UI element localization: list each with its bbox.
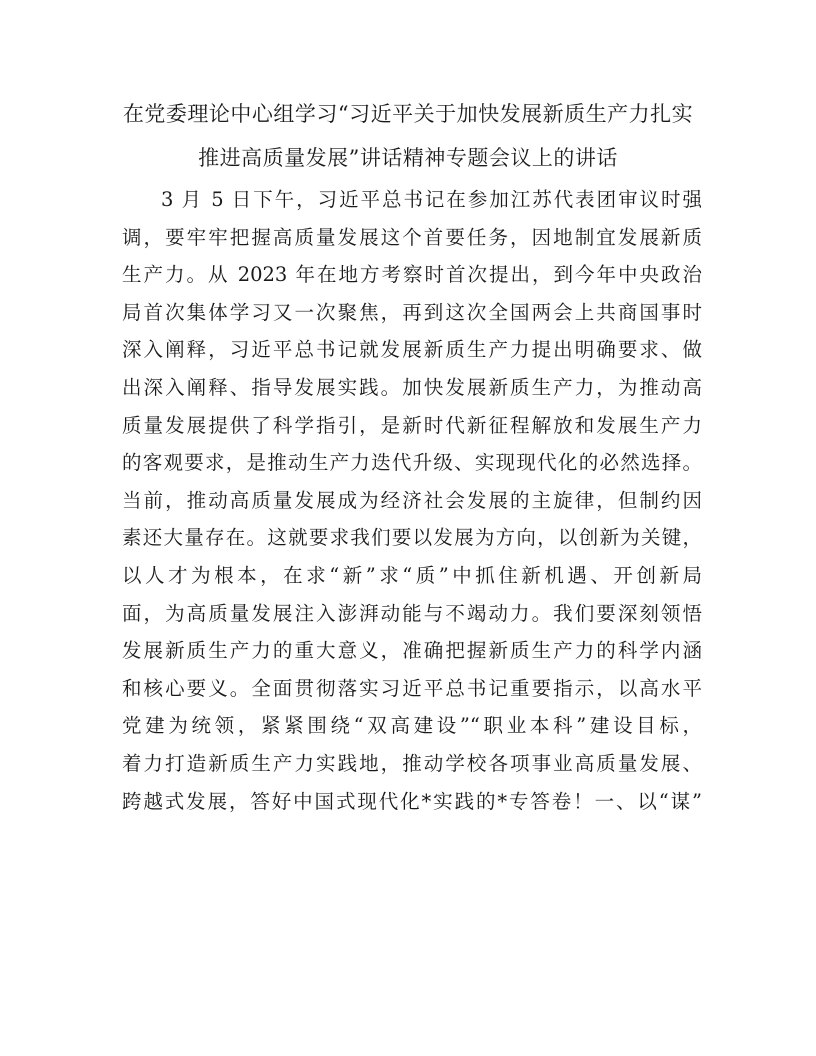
body-line: 3 月 5 日下午，习近平总书记在参加江苏代表团审议时强 xyxy=(161,188,702,211)
body-line: 质量发展提供了科学指引，是新时代新征程解放和发展生产力 xyxy=(122,413,702,437)
title-line-2: 推进高质量发展”讲话精神专题会议上的讲话 xyxy=(198,146,618,170)
document-title xyxy=(100,92,716,180)
body-line: 深入阐释，习近平总书记就发展新质生产力提出明确要求、做 xyxy=(122,338,702,362)
body-line: 的客观要求，是推动生产力迭代升级、实现现代化的必然选择。 xyxy=(122,451,702,475)
body-line: 以人才为根本，在求“新”求“质”中抓住新机遇、开创新局 xyxy=(122,563,702,587)
body-line: 生产力。从 2023 年在地方考察时首次提出，到今年中央政治 xyxy=(122,263,702,287)
body-line: 跨越式发展，答好中国式现代化*实践的*专答卷！一、以“谋” xyxy=(122,789,702,813)
body-line: 发展新质生产力的重大意义，准确把握新质生产力的科学内涵 xyxy=(122,639,702,663)
body-line: 素还大量存在。这就要求我们要以发展为方向，以创新为关键， xyxy=(122,526,702,550)
body-line: 调，要牢牢把握高质量发展这个首要任务，因地制宜发展新质 xyxy=(122,225,702,249)
body-line: 党建为统领，紧紧围绕“双高建设”“职业本科”建设目标， xyxy=(122,714,702,738)
body-line: 局首次集体学习又一次聚焦，再到这次全国两会上共商国事时 xyxy=(122,300,702,324)
title-line-1: 在党委理论中心组学习“习近平关于加快发展新质生产力扎实 xyxy=(122,102,694,126)
body-line: 当前，推动高质量发展成为经济社会发展的主旋律，但制约因 xyxy=(122,488,702,512)
body-line: 出深入阐释、指导发展实践。加快发展新质生产力，为推动高 xyxy=(122,375,702,399)
body-line: 和核心要义。全面贯彻落实习近平总书记重要指示，以高水平 xyxy=(122,676,702,700)
body-line: 着力打造新质生产力实践地，推动学校各项事业高质量发展、 xyxy=(122,751,702,775)
body-line: 面，为高质量发展注入澎湃动能与不竭动力。我们要深刻领悟 xyxy=(122,601,702,625)
body-paragraph xyxy=(122,181,702,820)
